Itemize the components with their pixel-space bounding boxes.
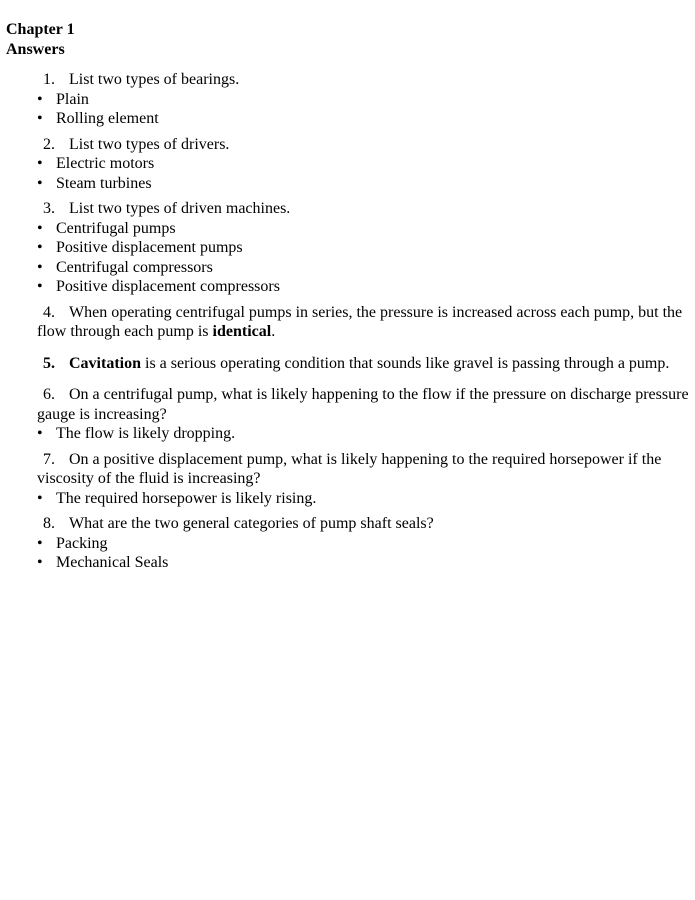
answer-item [6, 174, 690, 194]
answer-text: Positive displacement pumps [56, 239, 243, 256]
question-number: 5. [43, 354, 55, 372]
answer-text: Packing [56, 534, 108, 552]
question-list [6, 70, 690, 573]
answer-text: Mechanical Seals [56, 554, 169, 571]
question-item [6, 70, 690, 129]
answer-list [6, 534, 690, 573]
answer-text: Centrifugal compressors [56, 258, 213, 276]
answer-text: Steam turbines [56, 174, 152, 192]
answer-item [6, 219, 690, 239]
answer-text: Positive displacement compressors [56, 278, 280, 295]
question-text: List two types of bearings. [69, 71, 240, 88]
answer-text: Rolling element [56, 110, 159, 127]
answer-item [6, 258, 690, 278]
answer-item [6, 534, 690, 554]
question-text [69, 355, 669, 372]
question-number: 4. [43, 303, 55, 321]
answer-item [6, 553, 690, 573]
question-item [6, 135, 690, 194]
answer-item [6, 109, 690, 129]
question-item [6, 385, 690, 444]
question-line [6, 199, 690, 219]
question-number: 1. [43, 71, 55, 88]
question-line [6, 135, 690, 155]
question-text [37, 304, 682, 341]
question-text: List two types of drivers. [69, 135, 230, 153]
bullet-icon: • [37, 219, 43, 237]
answer-text: Electric motors [56, 155, 155, 172]
answer-list [6, 489, 690, 509]
chapter-title: Chapter 1 [6, 21, 75, 38]
answer-item [6, 424, 690, 444]
question-line [6, 354, 690, 374]
question-line [6, 70, 690, 90]
question-item [6, 303, 690, 342]
bullet-icon: • [37, 554, 43, 571]
emphasized-term: Cavitation [69, 354, 141, 372]
question-line [6, 450, 690, 489]
answer-item [6, 90, 690, 110]
answer-list [6, 219, 690, 297]
question-text: On a centrifugal pump, what is likely happening to the flow if the pressure on discharge pressure gauge is increasing? [37, 386, 689, 423]
answer-list [6, 424, 690, 444]
answer-list [6, 154, 690, 193]
question-item [6, 514, 690, 573]
question-text: What are the two general categories of pump shaft seals? [69, 515, 434, 532]
question-text-part: When operating centrifugal pumps in series, the pressure is increased across each pump, but the flow through each pump is [37, 303, 683, 340]
question-text-part: . [271, 323, 276, 340]
bullet-icon: • [37, 110, 43, 127]
emphasized-term: identical [212, 323, 272, 340]
bullet-icon: • [37, 489, 43, 507]
bullet-icon: • [37, 174, 43, 192]
answer-text: Centrifugal pumps [56, 219, 176, 237]
answer-item [6, 489, 690, 509]
answer-item [6, 238, 690, 258]
bullet-icon: • [37, 534, 43, 552]
answer-text: Plain [56, 90, 89, 108]
answer-text: The flow is likely dropping. [56, 425, 236, 442]
answer-list [6, 90, 690, 129]
document-page [6, 20, 690, 579]
question-line [6, 514, 690, 534]
answer-item [6, 154, 690, 174]
bullet-icon: • [37, 258, 43, 276]
question-text: On a positive displacement pump, what is likely happening to the required horsepower if the viscosity of the fluid is increasing? [37, 450, 662, 487]
bullet-icon: • [37, 425, 43, 442]
question-line [6, 303, 690, 342]
question-item [6, 199, 690, 297]
question-number: 7. [43, 450, 55, 468]
answer-text: The required horsepower is likely rising. [56, 489, 317, 507]
answer-item [6, 277, 690, 297]
question-number: 8. [43, 515, 55, 532]
question-number: 3. [43, 200, 55, 217]
question-text-part: is a serious operating condition that sounds like gravel is passing through a pump. [141, 354, 670, 372]
question-item [6, 450, 690, 509]
bullet-icon: • [37, 90, 43, 108]
question-line [6, 385, 690, 424]
question-text: List two types of driven machines. [69, 200, 291, 217]
bullet-icon: • [37, 278, 43, 295]
section-title: Answers [6, 41, 65, 58]
question-item [6, 354, 690, 374]
bullet-icon: • [37, 239, 43, 256]
question-number: 2. [43, 135, 55, 153]
question-number: 6. [43, 386, 55, 403]
bullet-icon: • [37, 155, 43, 172]
